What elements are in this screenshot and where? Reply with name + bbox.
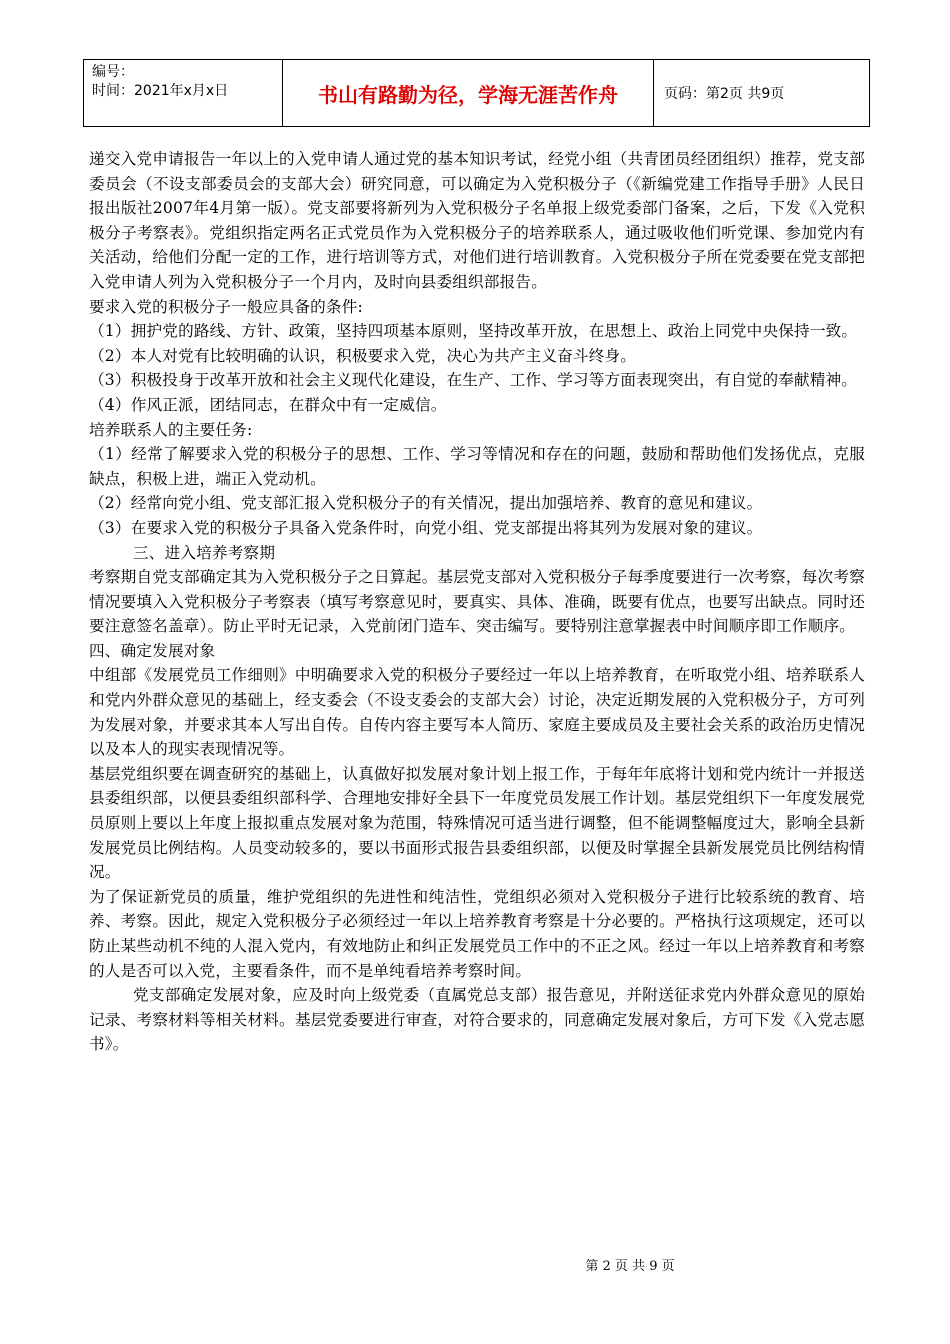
- paragraph: 为了保证新党员的质量，维护党组织的先进性和纯洁性，党组织必须对入党积极分子进行比较系统的教育、培养、考察。因此，规定入党积极分子必须经过一年以上培养教育考察是十分必要的。严格执行这项规定，还可以防止某些动机不纯的人混入党内，有效地防止和纠正发展党员工作中的不正之风。经过一年以上培养教育和考察的人是否可以入党，主要看条件，而不是单纯看培养考察时间。: [89, 887, 865, 980]
- document-time-label: 时间：2021年x月x日: [92, 83, 229, 99]
- paragraph: 基层党组织要在调查研究的基础上，认真做好拟发展对象计划上报工作，于每年年底将计划和党内统计一并报送县委组织部，以便县委组织部科学、合理地安排好全县下一年度党员发展工作计划。基层党组织下一年度发展党员原则上要以上年度上报拟重点发展对象为范围，特殊情况可适当进行调整，但不能调整幅度过大，影响全县新发展党员比例结构。人员变动较多的，要以书面形式报告县委组织部，以便及时掌握全县新发展党员比例结构情况。: [89, 764, 865, 882]
- header-motto-cell: [283, 60, 654, 126]
- header-page-cell: [654, 60, 869, 126]
- header-motto: 书山有路勤为径，学海无涯苦作舟: [318, 82, 618, 107]
- document-number-label: 编号：: [92, 64, 134, 80]
- paragraph: 递交入党申请报告一年以上的入党申请人通过党的基本知识考试，经党小组（共青团员经团组织）推荐，党支部委员会（不设支部委员会的支部大会）研究同意，可以确定为入党积极分子（《新编党建工作指导手册》人民日报出版社2007年4月第一版）。党支部要将新列为入党积极分子名单报上级党委部门备案，之后，下发《入党积极分子考察表》。党组织指定两名正式党员作为入党积极分子的培养联系人，通过吸收他们听党课、参加党内有关活动，给他们分配一定的工作，进行培训等方式，对他们进行培训教育。入党积极分子所在党委要在党支部把入党申请人列为入党积极分子一个月内，及时向县委组织部报告。: [89, 150, 865, 291]
- list-item: （3）积极投身于改革开放和社会主义现代化建设，在生产、工作、学习等方面表现突出，有自觉的奉献精神。: [89, 371, 858, 390]
- page-footer: 第 2 页 共 9 页: [585, 1259, 675, 1274]
- list-item: （4）作风正派，团结同志，在群众中有一定威信。: [89, 395, 447, 414]
- header-page-info: 页码：第2页 共9页: [664, 86, 785, 102]
- paragraph: 培养联系人的主要任务:: [89, 420, 253, 439]
- page-header: [83, 59, 870, 127]
- section-heading: 四、确定发展对象: [89, 641, 216, 660]
- list-item: （2）本人对党有比较明确的认识，积极要求入党，决心为共产主义奋斗终身。: [89, 346, 637, 365]
- header-meta: [84, 60, 283, 126]
- list-item: （1）拥护党的路线、方针、政策，坚持四项基本原则，坚持改革开放，在思想上、政治上同党中央保持一致。: [89, 322, 858, 341]
- paragraph: 要求入党的积极分子一般应具备的条件:: [89, 297, 363, 316]
- paragraph: 党支部确定发展对象，应及时向上级党委（直属党总支部）报告意见，并附送征求党内外群众意见的原始记录、考察材料等相关材料。基层党委要进行审查，对符合要求的，同意确定发展对象后，方可下发《入党志愿书》。: [89, 986, 865, 1054]
- document-body: [89, 147, 865, 1057]
- list-item: （2）经常向党小组、党支部汇报入党积极分子的有关情况，提出加强培养、教育的意见和建议。: [89, 494, 763, 513]
- section-heading: 三、进入培养考察期: [133, 543, 276, 562]
- paragraph: 考察期自党支部确定其为入党积极分子之日算起。基层党支部对入党积极分子每季度要进行一次考察，每次考察情况要填入入党积极分子考察表（填写考察意见时，要真实、具体、准确，既要有优点，也要写出缺点。同时还要注意签名盖章）。防止平时无记录，入党前闭门造车、突击编写。要特别注意掌握表中时间顺序即工作顺序。: [89, 568, 865, 636]
- list-item: （3）在要求入党的积极分子具备入党条件时，向党小组、党支部提出将其列为发展对象的建议。: [89, 518, 763, 537]
- list-item: （1）经常了解要求入党的积极分子的思想、工作、学习等情况和存在的问题，鼓励和帮助他们发扬优点，克服缺点，积极上进，端正入党动机。: [89, 445, 865, 488]
- paragraph: 中组部《发展党员工作细则》中明确要求入党的积极分子要经过一年以上培养教育，在听取党小组、培养联系人和党内外群众意见的基础上，经支委会（不设支委会的支部大会）讨论，决定近期发展的入党积极分子，方可列为发展对象，并要求其本人写出自传。自传内容主要写本人简历、家庭主要成员及主要社会关系的政治历史情况以及本人的现实表现情况等。: [89, 666, 865, 759]
